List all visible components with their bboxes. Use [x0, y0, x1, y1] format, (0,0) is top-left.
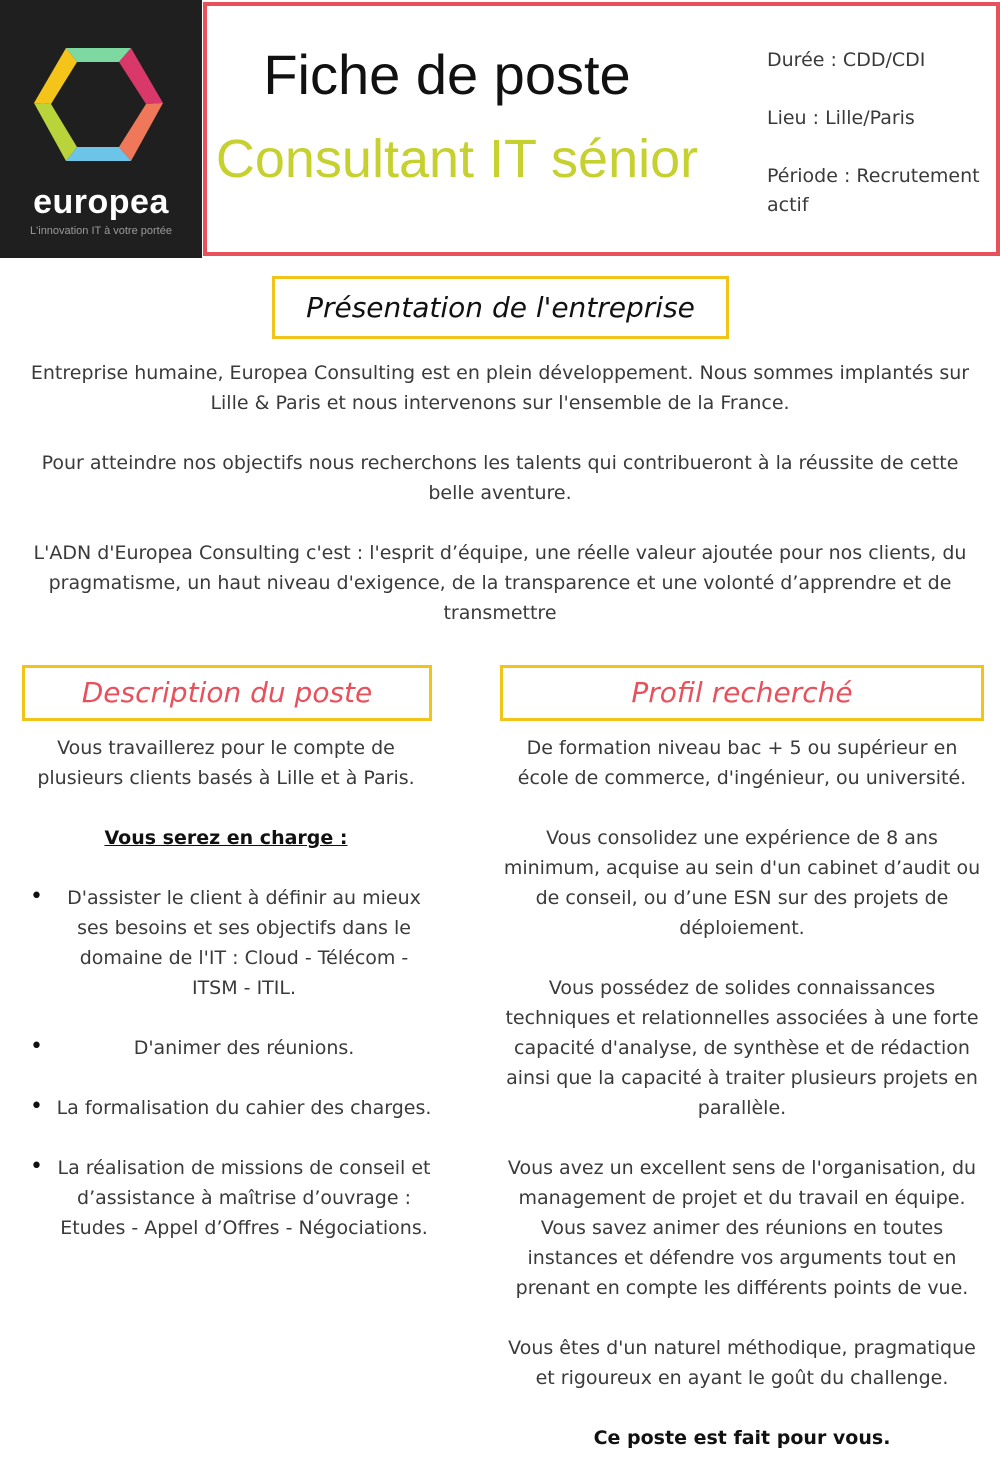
bullet-icon: •: [30, 884, 43, 909]
job-location: Lieu : Lille/Paris: [767, 107, 915, 129]
presentation-paragraph: Pour atteindre nos objectifs nous recherchons les talents qui contribueront à la réussite de cette belle aventure.: [41, 452, 959, 504]
presentation-heading: Présentation de l'entreprise: [272, 276, 729, 339]
job-title: Consultant IT sénior: [215, 129, 699, 189]
document-title: Fiche de poste: [263, 43, 631, 106]
header-box: [203, 2, 1000, 256]
bullet-icon: •: [30, 1094, 43, 1119]
job-duration: Durée : CDD/CDI: [767, 49, 926, 71]
list-item: • La réalisation de missions de conseil et d’assistance à maîtrise d’ouvrage : Etudes - Appel d’Offres - Négociations.: [30, 1154, 431, 1239]
presentation-section: [20, 358, 980, 658]
profile-section: [500, 733, 984, 1483]
description-heading: Description du poste: [22, 665, 432, 721]
list-item: • D'animer des réunions.: [20, 1033, 432, 1063]
company-logo: [0, 0, 202, 258]
bullet-icon: •: [30, 1034, 43, 1059]
presentation-paragraph: Entreprise humaine, Europea Consulting est en plein développement. Nous sommes implantés sur Lille & Paris et nous intervenons sur l'ensemble de la France.: [30, 362, 970, 414]
profile-paragraph: Vous consolidez une expérience de 8 ans minimum, acquise au sein d'un cabinet d’audit ou de conseil, ou d’une ESN sur des projets de déploiement.: [503, 827, 981, 939]
list-item: • La formalisation du cahier des charges.: [20, 1093, 432, 1123]
list-item: • D'assister le client à définir au mieux ses besoins et ses objectifs dans le domaine de l'IT : Cloud - Télécom - ITSM - ITIL.: [30, 884, 421, 999]
responsibilities-list: [20, 883, 432, 1243]
profile-paragraph: De formation niveau bac + 5 ou supérieur en école de commerce, d'ingénieur, ou université.: [517, 737, 967, 789]
job-period: Période : Recrutement actif: [767, 165, 980, 216]
hexagon-logo-icon: [22, 42, 180, 170]
responsibilities-label: Vous serez en charge :: [104, 827, 348, 849]
brand-tagline: L'innovation IT à votre portée: [30, 225, 172, 237]
brand-name: europea: [33, 183, 169, 221]
description-intro: Vous travaillerez pour le compte de plusieurs clients basés à Lille et à Paris.: [37, 737, 415, 789]
profile-paragraph: Vous possédez de solides connaissances techniques et relationnelles associées à une forte capacité d'analyse, de synthèse et de rédaction ainsi que la capacité à traiter plusieurs projets en parallèle.: [505, 977, 979, 1119]
job-meta: [767, 46, 987, 249]
closing-statement: Ce poste est fait pour vous.: [593, 1427, 891, 1449]
profile-paragraph: Vous êtes d'un naturel méthodique, pragmatique et rigoureux en ayant le goût du challenge.: [508, 1337, 976, 1389]
bullet-icon: •: [30, 1154, 43, 1179]
description-section: [20, 733, 432, 1273]
profile-paragraph: Vous avez un excellent sens de l'organisation, du management de projet et du travail en équipe. Vous savez animer des réunions en toutes instances et défendre vos arguments tout en prenant en compte les différents points de vue.: [507, 1157, 977, 1299]
presentation-paragraph: L'ADN d'Europea Consulting c'est : l'esprit d’équipe, une réelle valeur ajoutée pour nos clients, du pragmatisme, un haut niveau d'exigence, de la transparence et une volonté d’apprendre et de transmettre: [33, 542, 967, 624]
profile-heading: Profil recherché: [500, 665, 984, 721]
